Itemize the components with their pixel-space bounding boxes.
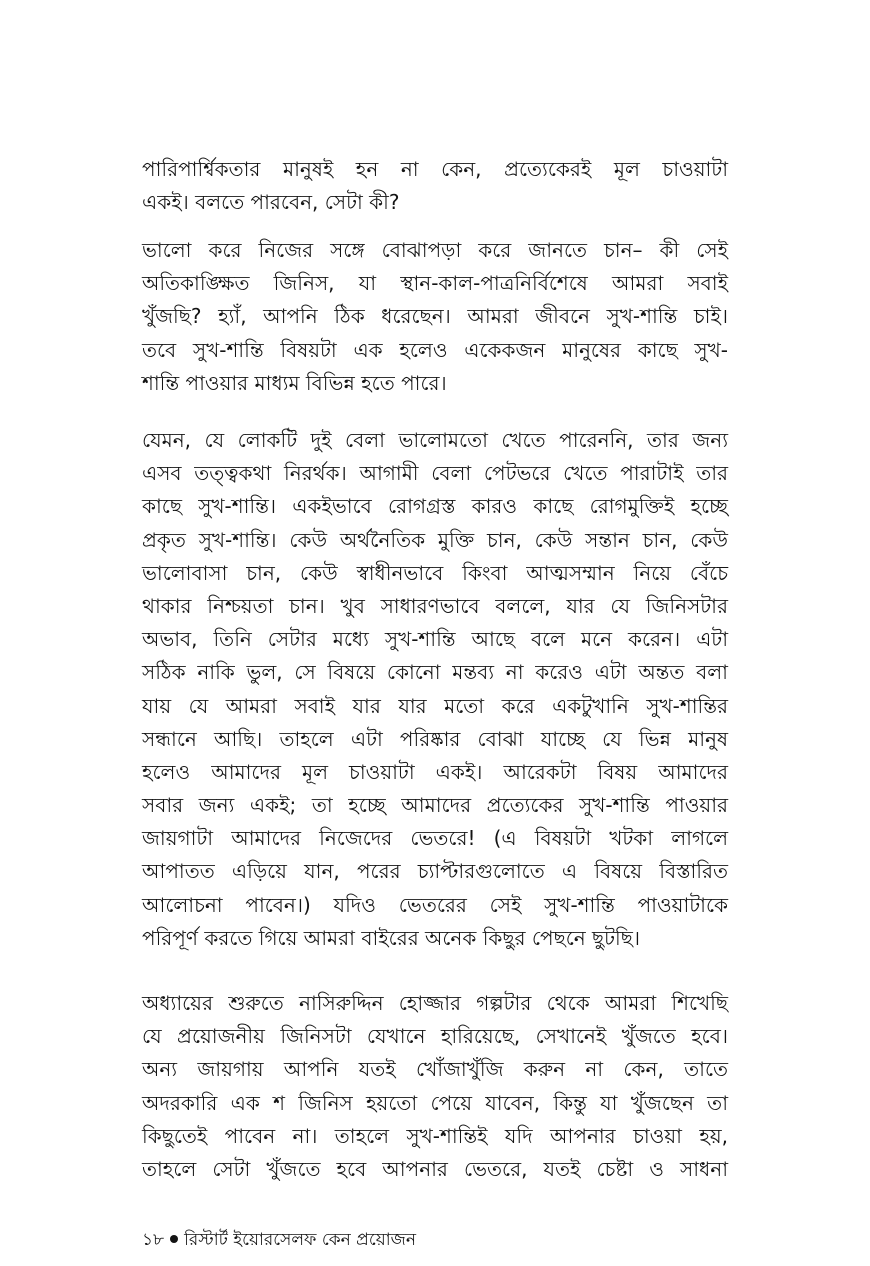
text-line: কাছে সুখ-শান্তি। একইভাবে রোগগ্রস্ত কারও কাছে রোগমুক্তিই হচ্ছে [142,494,728,519]
text-line: পারিপার্শ্বিকতার মানুষই হন না কেন, প্রত্যেকেরই মূল চাওয়াটা [142,157,728,181]
text-line: অধ্যায়ের শুরুতে নাসিরুদ্দিন হোজ্জার গল্পটার থেকে আমরা শিখেছি [142,991,728,1015]
page-number: ১৮ [142,1230,165,1250]
text-line: একই। বলতে পারবেন, সেটা কী? [142,190,400,215]
text-line: সন্ধানে আছি। তাহলে এটা পরিষ্কার বোঝা যাচ্ছে যে ভিন্ন মানুষ [142,726,728,751]
running-title: রিস্টার্ট ইয়োরসেলফ কেন প্রয়োজন [184,1230,416,1250]
text-line: ভালো করে নিজের সঙ্গে বোঝাপড়া করে জানতে চান– কী সেই [142,238,728,262]
text-line: হলেও আমাদের মূল চাওয়াটা একই। আরেকটা বিষয় আমাদের [142,759,728,784]
text-line: থাকার নিশ্চয়তা চান। খুব সাধারণভাবে বললে, যার যে জিনিসটার [142,593,728,618]
text-line: যে প্রয়োজনীয় জিনিসটা যেখানে হারিয়েছে, সেখানেই খুঁজতে হবে। [142,1024,728,1049]
text-line: আপাতত এড়িয়ে যান, পরের চ্যাপ্টারগুলোতে এ বিষয়ে বিস্তারিত [142,859,728,884]
paragraph-2 [142,234,728,400]
text-line: সঠিক নাকি ভুল, সে বিষয়ে কোনো মন্তব্য না করেও এটা অন্তত বলা [142,660,728,685]
text-line: অভাব, তিনি সেটার মধ্যে সুখ-শান্তি আছে বলে মনে করেন। এটা [142,627,728,652]
text-line: যেমন, যে লোকটি দুই বেলা ভালোমতো খেতে পারেননি, তার জন্য [142,428,728,452]
page-footer [142,1228,416,1252]
text-line: সবার জন্য একই; তা হচ্ছে আমাদের প্রত্যেকের সুখ-শান্তি পাওয়ার [142,793,728,818]
paragraph-4 [142,987,728,1186]
text-line: তবে সুখ-শান্তি বিষয়টা এক হলেও একেকজন মানুষের কাছে সুখ- [142,337,728,362]
text-line: ভালোবাসা চান, কেউ স্বাধীনভাবে কিংবা আত্মসম্মান নিয়ে বেঁচে [142,560,728,585]
text-line: শান্তি পাওয়ার মাধ্যম বিভিন্ন হতে পারে। [142,370,447,395]
text-line: এসব তত্ত্বকথা নিরর্থক। আগামী বেলা পেটভরে খেতে পারাটাই তার [142,461,728,486]
text-line: তাহলে সেটা খুঁজতে হবে আপনার ভেতরে, যতই চেষ্টা ও সাধনা [142,1156,728,1181]
text-line: খুঁজছি? হ্যাঁ, আপনি ঠিক ধরেছেন। আমরা জীবনে সুখ-শান্তি চাই। [142,304,728,329]
paragraph-1 [142,153,728,219]
text-line: কিছুতেই পাবেন না। তাহলে সুখ-শান্তিই যদি আপনার চাওয়া হয়, [142,1123,728,1148]
bullet-separator-icon [170,1235,178,1243]
text-line: জায়গাটা আমাদের নিজেদের ভেতরে! (এ বিষয়টা খটকা লাগলে [142,826,728,851]
text-line: অদরকারি এক শ জিনিস হয়তো পেয়ে যাবেন, কিন্তু যা খুঁজছেন তা [142,1090,728,1115]
text-line: অতিকাঙ্ক্ষিত জিনিস, যা স্থান-কাল-পাত্রনির্বিশেষে আমরা সবাই [142,271,728,296]
paragraph-3 [142,424,728,955]
text-line: প্রকৃত সুখ-শান্তি। কেউ অর্থনৈতিক মুক্তি চান, কেউ সন্তান চান, কেউ [142,527,728,552]
text-line: অন্য জায়গায় আপনি যতই খোঁজাখুঁজি করুন না কেন, তাতে [142,1057,728,1082]
text-line: যায় যে আমরা সবাই যার যার মতো করে একটুখানি সুখ-শান্তির [142,693,728,718]
text-line: আলোচনা পাবেন।) যদিও ভেতরের সেই সুখ-শান্তি পাওয়াটাকে [142,892,728,917]
text-line: পরিপূর্ণ করতে গিয়ে আমরা বাইরের অনেক কিছুর পেছনে ছুটছি। [142,925,641,950]
